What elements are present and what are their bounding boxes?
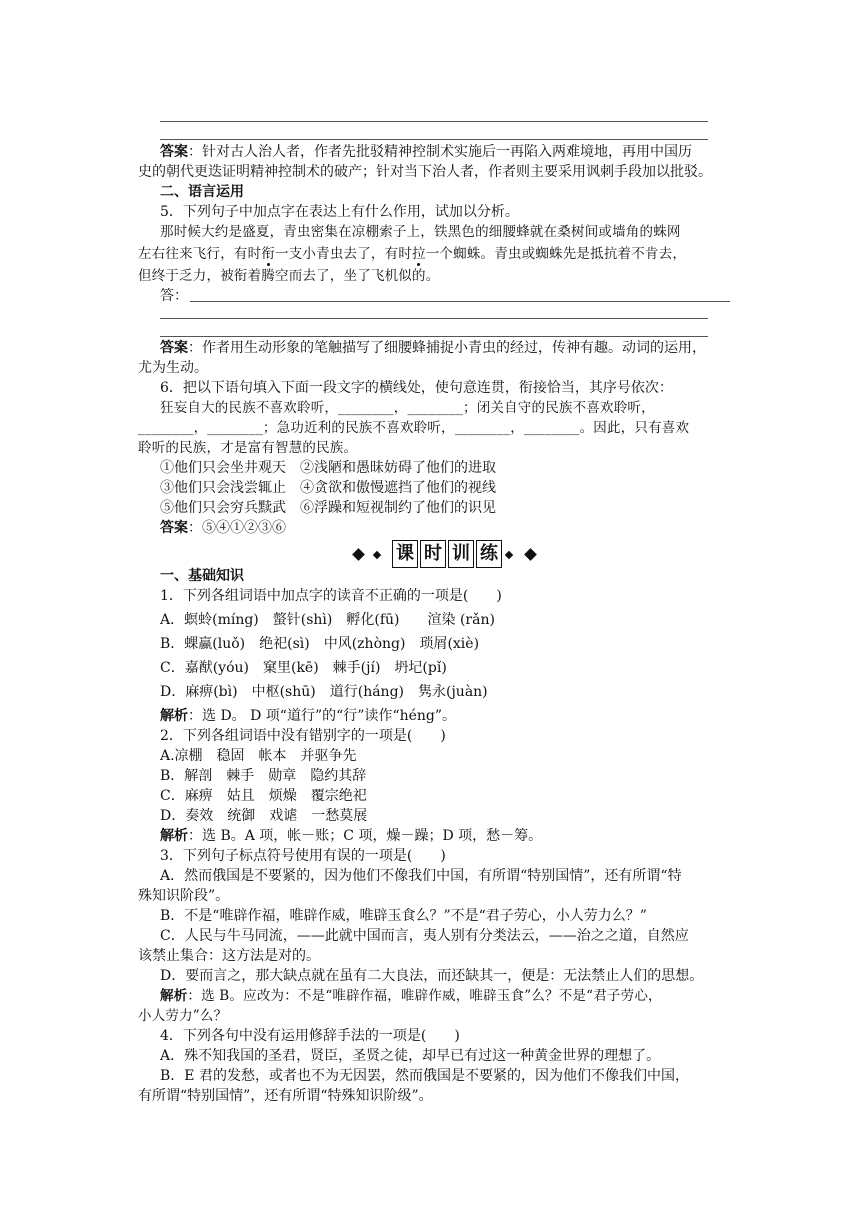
q3-option-a-line-2: 殊知识阶段”。	[138, 888, 230, 904]
q3-option-c-line-2: 该禁止集合：这方法是对的。	[138, 948, 320, 964]
section-title-basics: 一、基础知识	[160, 568, 244, 584]
dotted-char: 拉	[412, 246, 426, 262]
q1-option: A．螟蛉(míng) 螫针(shì) 孵化(fū) 渲染 (rǎn)	[160, 612, 495, 628]
q5-answer-line-2: 尤为生动。	[138, 360, 208, 376]
analysis-text: ：选 B。应改为：不是“唯辟作福，唯辟作威，唯辟玉食”么？不是“君子劳心，	[187, 988, 662, 1004]
q6-passage-line-3: 聆听的民族，才是富有智慧的民族。	[138, 440, 358, 456]
q2-option: A.凉棚 稳固 帐本 并驱争先	[160, 748, 357, 764]
banner-char: 时	[420, 540, 446, 568]
answer-label: 答案	[160, 520, 188, 536]
passage-text: 左右往来飞行，有时	[138, 246, 262, 262]
answer-text: ：作者用生动形象的笔触描写了细腰蜂捕捉小青虫的经过，传神有趣。动词的运用，	[188, 340, 706, 356]
q1-analysis	[160, 706, 456, 726]
banner-char: 练	[476, 540, 502, 568]
analysis-label: 解析	[160, 708, 188, 724]
analysis-text: ：选 B。A 项，帐－账；C 项，燥－躁；D 项，愁－筹。	[188, 828, 543, 844]
q6-stem: 6．把以下语句填入下面一段文字的横线处，使句意连贯，衔接恰当，其序号依次：	[160, 380, 673, 396]
banner-title	[392, 540, 502, 568]
answer-blank-line	[160, 336, 708, 337]
q1-stem: 1．下列各组词语中加点字的读音不正确的一项是( )	[160, 588, 502, 604]
passage-text: 一支小青虫去了，有时	[275, 246, 413, 262]
diamond-icon	[352, 548, 365, 561]
q4-option-b-line-1: B．E 君的发愁，或者也不为无因罢，然而俄国是不要紧的，因为他们不像我们中国，	[160, 1068, 689, 1084]
q3-stem: 3．下列句子标点符号使用有误的一项是( )	[160, 848, 446, 864]
q3-option-c-line-1: C．人民与牛马同流，——此就中国而言，夷人别有分类法云，——治之之道，自然应	[160, 928, 689, 944]
q6-passage-line-1: 狂妄自大的民族不喜欢聆听，________，________；闭关自守的民族不喜欢聆听，	[160, 400, 655, 416]
q6-answer	[160, 518, 286, 538]
q2-analysis	[160, 826, 542, 846]
q3-option-b: B．不是“唯辟作福，唯辟作威，唯辟玉食么？”不是“君子劳心，小人劳力么？”	[160, 908, 647, 924]
answer-blank-line	[160, 121, 708, 122]
q6-option-row: ③他们只会浅尝辄止 ④贪欲和傲慢遮挡了他们的视线	[160, 480, 496, 496]
banner-char: 训	[448, 540, 474, 568]
q1-option: C．嘉猷(yóu) 窠里(kē) 棘手(jí) 坍圮(pǐ)	[160, 660, 447, 676]
analysis-text: ：选 D。 D 项“道行”的“行”读作“héng”。	[188, 708, 457, 724]
answer-label: 答案	[160, 340, 188, 356]
q4-option-a: A．殊不知我国的圣君，贤臣，圣贤之徒，却早已有过这一种黄金世界的理想了。	[160, 1048, 661, 1064]
q2-option: B．解剖 棘手 勋章 隐约其辞	[160, 768, 367, 784]
q6-option-row: ①他们只会坐井观天 ②浅陋和愚昧妨碍了他们的进取	[160, 460, 496, 476]
q3-option-d: D．要而言之，那大缺点就在虽有二大良法，而还缺其一，便是：无法禁止人们的思想。	[160, 968, 704, 984]
answer-blank-line	[190, 301, 730, 302]
dotted-char: 衔	[261, 246, 276, 262]
top-answer-line-2	[138, 162, 712, 182]
answer-text: ：针对古人治人者，作者先批驳精神控制术实施后一再陷入两难境地，再用中国历	[188, 144, 692, 160]
answer-text: ：⑤④①②③⑥	[188, 520, 286, 536]
q4-stem: 4．下列各句中没有运用修辞手法的一项是( )	[160, 1028, 460, 1044]
q5-passage-line-1: 那时候大约是盛夏，青虫密集在凉棚索子上，铁黑色的细腰蜂就在桑树间或墙角的蛛网	[160, 224, 681, 240]
answer-blank-line	[160, 139, 708, 140]
small-diamond-icon	[373, 551, 381, 559]
banner-char: 课	[392, 540, 418, 568]
section-title-language-use: 二、语言运用	[160, 184, 244, 200]
q4-option-b-line-2: 有所谓“特别国情”，还有所谓“特殊知识阶级”。	[138, 1088, 433, 1104]
q2-option: C．麻痹 姑且 烦燥 覆宗绝祀	[160, 788, 367, 804]
q1-option: D．麻痹(bì) 中枢(shū) 道行(háng) 隽永(juàn)	[160, 684, 488, 700]
q5-stem: 5．下列句子中加点字在表达上有什么作用，试加以分析。	[160, 204, 519, 220]
q5-answer-prompt: 答：	[160, 288, 188, 304]
passage-text: 一个蜘蛛。青虫或蜘蛛先是抵抗着不肯去，	[425, 246, 687, 262]
q6-passage-line-2: ________，________；急功近利的民族不喜欢聆听，________，________。因此，只有喜欢	[138, 420, 690, 436]
q2-stem: 2．下列各组词语中没有错别字的一项是( )	[160, 728, 446, 744]
q6-option-row: ⑤他们只会穷兵黩武 ⑥浮躁和短视制约了他们的识见	[160, 500, 496, 516]
answer-label: 答案	[160, 144, 188, 160]
analysis-label: 解析	[160, 828, 188, 844]
q5-answer-line-1	[160, 338, 706, 358]
q3-analysis-line-1	[160, 986, 662, 1006]
q3-option-a-line-1: A．然而俄国是不要紧的，因为他们不像我们中国，有所谓“特别国情”，还有所谓“特	[160, 868, 682, 884]
answer-blank-line	[160, 318, 708, 319]
q3-analysis-line-2: 小人劳力”么？	[138, 1008, 228, 1024]
answer-text: 史的朝代更迭证明精神控制术的破产；针对当下治人者，作者则主要采用讽刺手段加以批驳。	[138, 164, 712, 180]
analysis-label: 解析	[160, 988, 188, 1004]
section-banner	[350, 540, 540, 570]
small-diamond-icon	[505, 551, 513, 559]
q5-passage-line-2	[138, 244, 686, 264]
q1-option: B．蜾蠃(luǒ) 绝祀(sì) 中风(zhòng) 琐屑(xiè)	[160, 636, 480, 652]
q5-passage-line-3: 但终于乏力，被衔着腾空而去了，坐了飞机似的。	[138, 268, 440, 284]
top-answer-line-1	[160, 142, 692, 162]
diamond-icon	[524, 548, 537, 561]
q2-option: D．奏效 统御 戏谑 一愁莫展	[160, 808, 368, 824]
